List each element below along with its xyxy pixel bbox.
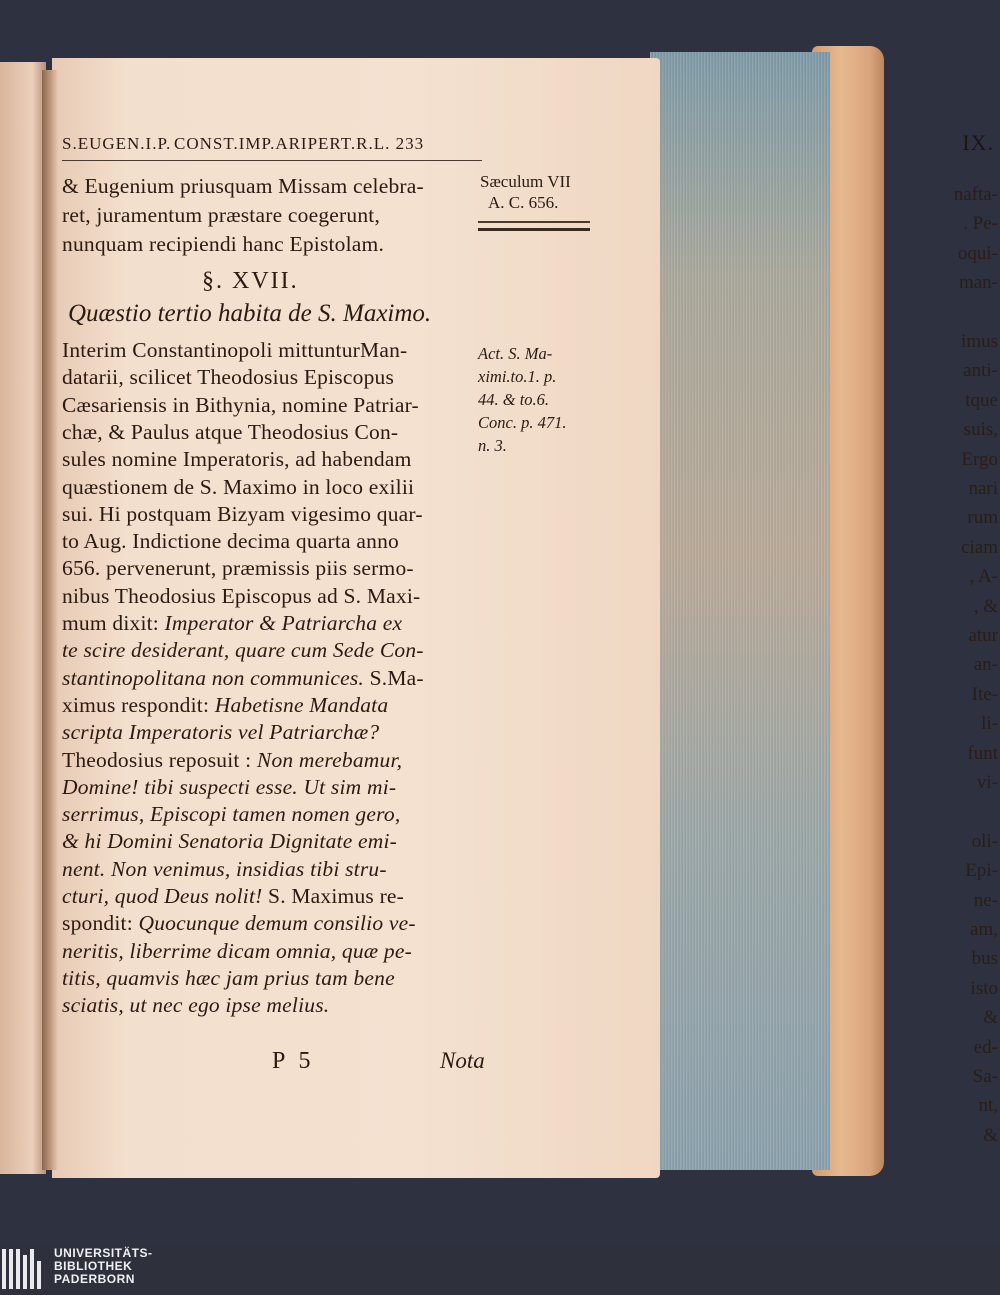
body-line: [62, 939, 412, 964]
body-line: [62, 802, 400, 827]
body-line: [62, 857, 387, 882]
left-page-fragment: man-: [958, 272, 998, 294]
library-name: [54, 1247, 153, 1286]
body-line: [62, 365, 394, 390]
left-page-fragment: li-: [981, 713, 998, 735]
left-page-fragment: Epi-: [965, 860, 998, 882]
left-page-fragment: &: [983, 1124, 998, 1146]
body-line: [62, 666, 424, 691]
left-page-fragment: &: [983, 1007, 998, 1029]
left-page-fragment: nt,: [978, 1095, 998, 1117]
section-title: Quæstio tertio habita de S. Maximo.: [68, 300, 432, 327]
library-name-line: BIBLIOTHEK: [54, 1259, 133, 1273]
roman-text: datarii, scilicet Theodosius Episcopus: [62, 365, 395, 390]
roman-text: Interim Constantinopoli mittunturMan-: [62, 338, 408, 362]
left-page-fragment: an-: [973, 654, 998, 676]
book-gutter: [42, 70, 58, 1170]
roman-text: 656. pervenerunt, præmissis piis sermo-: [62, 556, 414, 581]
roman-text: sules nomine Imperatoris, ad habendam: [62, 447, 412, 472]
italic-text: cturi, quod Deus nolit!: [62, 884, 263, 908]
body-line: [62, 775, 396, 800]
catchword: Nota: [440, 1048, 485, 1073]
left-page-fragment: anti-: [963, 360, 998, 382]
section-number: §. XVII.: [202, 268, 299, 294]
italic-text: sciatis, ut nec ego ipse melius.: [62, 993, 330, 1018]
left-page-fragment: [993, 797, 998, 826]
body-line: [62, 638, 424, 663]
signature-mark: P 5: [272, 1048, 315, 1074]
margin-citation-line: 44. & to.6.: [478, 390, 550, 409]
left-page-fragment: , A-: [969, 566, 998, 588]
body-line: [62, 556, 414, 581]
left-page-fragment: , &: [973, 595, 998, 617]
margin-citation-line: Conc. p. 471.: [478, 413, 567, 432]
left-page-fragment: [993, 298, 998, 327]
body-line: [62, 447, 412, 472]
italic-text: scripta Imperatoris vel Patriarchæ?: [62, 720, 380, 745]
body-line: [62, 693, 388, 718]
italic-text: serrimus, Episcopi tamen nomen gero,: [62, 802, 401, 827]
body-line: [62, 748, 402, 773]
library-name-line: PADERBORN: [54, 1272, 135, 1286]
italic-text: titis, quamvis hæc jam prius tam bene: [62, 965, 395, 990]
italic-text: stantinopolitana non communices.: [62, 665, 365, 690]
left-page-fragment: ciam: [961, 536, 998, 558]
roman-text: quæstionem de S. Maximo in loco exilii: [62, 474, 415, 499]
body-line: [62, 393, 419, 418]
left-page-fragment: . Pe-: [963, 213, 998, 235]
roman-text: Cæsariensis in Bithynia, nomine Patriar-: [62, 392, 419, 417]
roman-text: spondit:: [62, 911, 139, 936]
left-facing-page: [0, 62, 46, 1174]
italic-text: Domine! tibi suspecti esse. Ut sim mi-: [62, 774, 397, 799]
body-line: ret, juramentum præstare coegerunt,: [62, 203, 381, 227]
left-page-fragment: nari: [968, 478, 998, 499]
book-fore-edge: [650, 52, 830, 1170]
margin-citation-line: n. 3.: [478, 436, 507, 455]
italic-text: neritis, liberrime dicam omnia, quæ pe-: [62, 938, 412, 963]
margin-saeculum: Sæculum VII: [480, 172, 571, 191]
roman-text: chæ, & Paulus atque Theodosius Con-: [62, 419, 399, 444]
italic-text: Quocunque demum consilio ve-: [138, 911, 416, 936]
left-page-fragment: ed-: [973, 1036, 998, 1058]
left-page-fragment: imus: [961, 331, 998, 352]
left-page-fragment: rum: [967, 507, 998, 529]
body-line: [62, 611, 402, 636]
italic-text: Imperator & Patriarcha ex: [164, 611, 403, 635]
left-page-fragment: Ite-: [971, 683, 998, 705]
library-name-line: UNIVERSITÄTS-: [54, 1246, 153, 1260]
left-page-fragment: ne-: [973, 889, 998, 911]
library-footer: [0, 1245, 1000, 1295]
body-line: [62, 720, 379, 745]
roman-text: mum dixit:: [62, 611, 165, 635]
left-page-fragment: isto: [970, 977, 998, 999]
italic-text: nent. Non venimus, insidias tibi stru-: [62, 856, 387, 881]
body-line: nunquam recipiendi hanc Epistolam.: [62, 232, 385, 256]
left-page-header: IX.: [962, 130, 994, 155]
left-page-fragment: bus: [971, 948, 998, 970]
running-head-right: CONST.IMP.ARIPERT.R.L. 233: [174, 134, 425, 153]
left-page-fragment: funt: [967, 742, 998, 764]
italic-text: & hi Domini Senatoria Dignitate emi-: [62, 829, 398, 854]
roman-text: S.Ma-: [364, 665, 424, 690]
roman-text: sui. Hi postquam Bizyam vigesimo quar-: [62, 501, 423, 526]
body-line: [62, 420, 398, 445]
running-head-left: S.EUGEN.I.P.: [62, 134, 172, 153]
library-logo-icon: [2, 1249, 46, 1289]
margin-rule-thick: [478, 228, 590, 231]
margin-citation-line: ximi.to.1. p.: [478, 367, 557, 386]
left-page-fragment: am,: [970, 919, 998, 940]
italic-text: Habetisne Mandata: [214, 692, 389, 717]
body-line: [62, 338, 407, 363]
left-page-fragment: nafta-: [953, 184, 998, 205]
roman-text: ximus respondit:: [62, 692, 215, 717]
body-line: [62, 993, 329, 1018]
body-line: [62, 502, 423, 527]
body-line: [62, 884, 404, 909]
body-line: & Eugenium priusquam Missam celebra-: [62, 174, 424, 198]
left-page-fragment: Sa-: [972, 1066, 998, 1087]
roman-text: Theodosius reposuit :: [62, 747, 257, 772]
running-head: [62, 130, 482, 161]
body-line: [62, 966, 395, 991]
left-page-fragment: suis,: [963, 419, 998, 441]
left-page-fragment: vi-: [976, 772, 998, 793]
left-page-fragment: Ergo: [961, 448, 998, 470]
left-page-fragment: oli-: [971, 830, 998, 852]
roman-text: S. Maximus re-: [262, 884, 405, 908]
left-page-fragment: tque: [965, 389, 998, 411]
left-page-fragment: oqui-: [957, 242, 998, 264]
margin-anno: A. C. 656.: [488, 193, 559, 212]
body-line: [62, 911, 416, 936]
roman-text: to Aug. Indictione decima quarta anno: [62, 529, 399, 554]
italic-text: te scire desiderant, quare cum Sede Con-: [62, 638, 424, 663]
margin-citation-line: Act. S. Ma-: [478, 344, 553, 363]
roman-text: nibus Theodosius Episcopus ad S. Maxi-: [62, 583, 421, 608]
margin-rule: [478, 221, 590, 223]
body-line: [62, 475, 414, 500]
italic-text: Non merebamur,: [256, 747, 403, 772]
body-line: [62, 829, 397, 854]
body-line: [62, 529, 399, 554]
body-line: [62, 584, 420, 609]
left-page-fragment: atur: [968, 625, 998, 646]
